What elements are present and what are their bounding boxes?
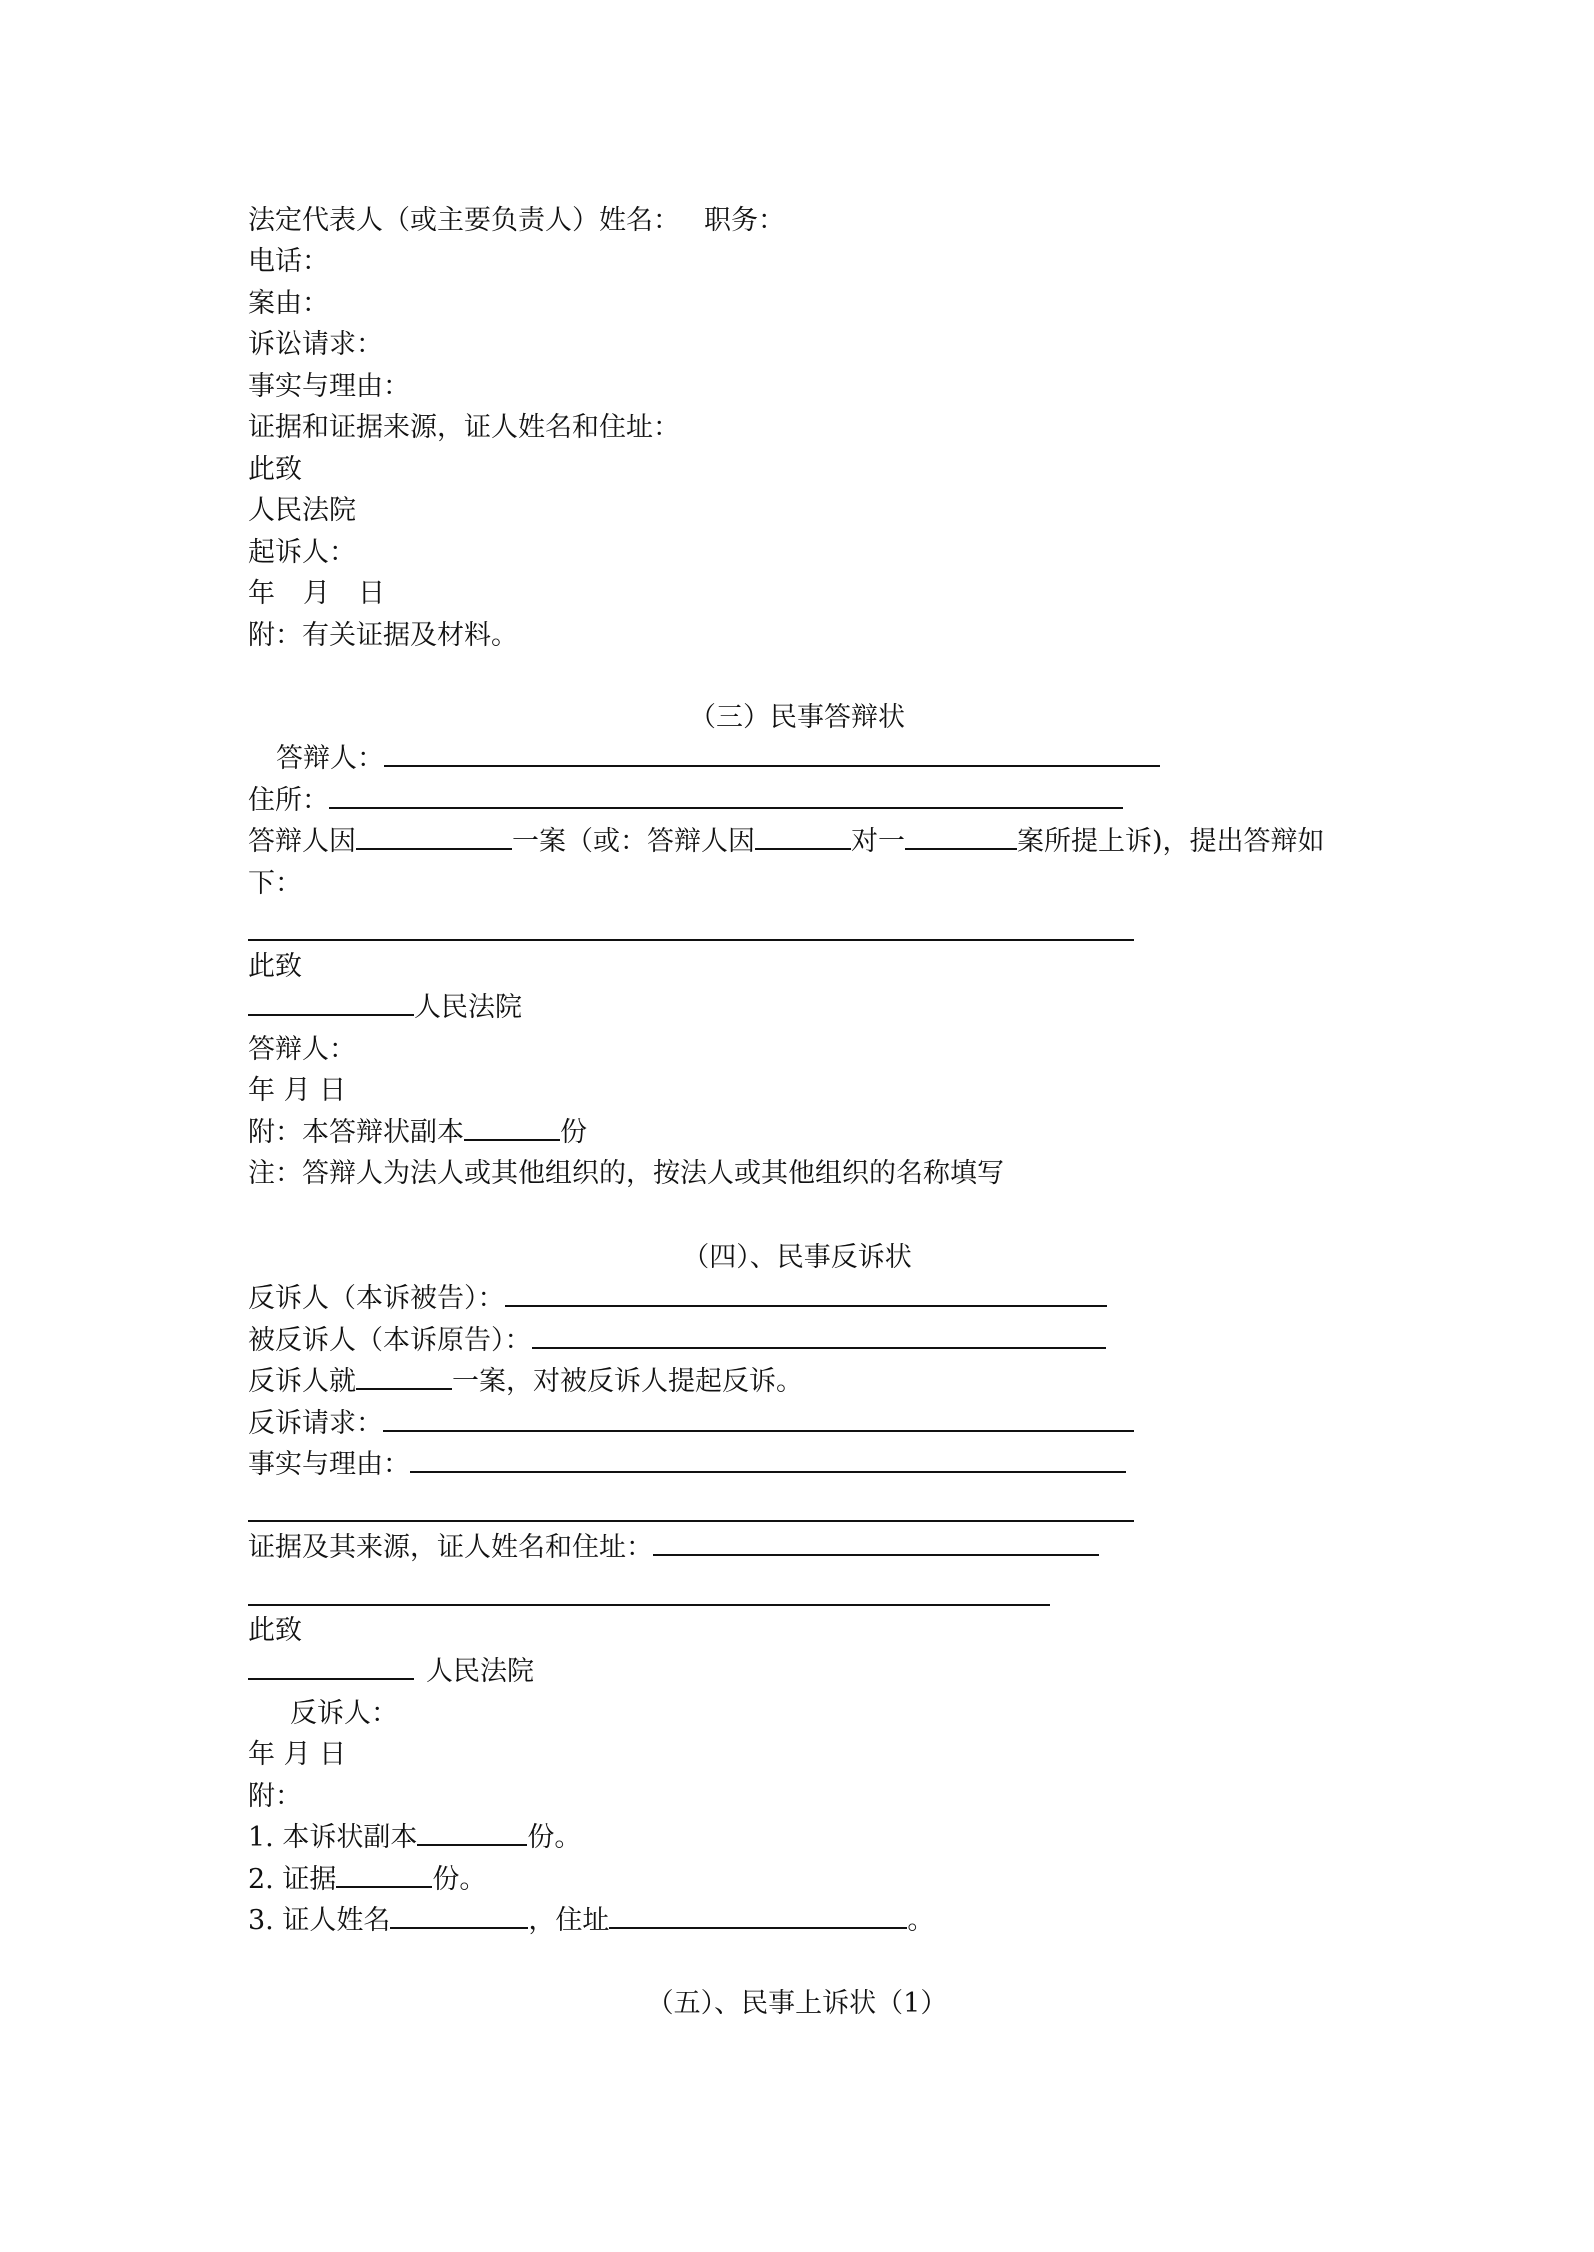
reason-blank-1[interactable] [356,824,512,850]
reason-label-d: 案所提上诉)，提出答辩如 [1017,826,1325,857]
statement-blank[interactable] [356,1364,452,1390]
case-cause-line: 案由： [248,288,329,319]
counter-claimant-label: 反诉人（本诉被告）： [248,1283,505,1314]
counter-facts-line [248,1447,1126,1483]
respondent-label: 答辩人： [276,743,384,774]
counter-evidence-rule[interactable] [248,1604,1050,1606]
date-line-3: 年 月 日 [248,1075,347,1106]
reason-line [248,824,1325,860]
reason-label-a: 答辩人因 [248,826,356,857]
court-line-3 [248,990,522,1026]
evidence-line: 证据和证据来源，证人姓名和住址： [248,412,680,443]
counter-claims-label: 反诉请求： [248,1408,383,1439]
date-line-4: 年 月 日 [248,1739,347,1770]
month-label: 月 [303,578,330,609]
counter-claimant-blank[interactable] [505,1281,1107,1307]
reason-label-c: 对一 [851,826,905,857]
item2-blank[interactable] [336,1862,432,1888]
court-line-4 [248,1654,534,1690]
counter-evidence-label: 证据及其来源，证人姓名和住址： [248,1532,653,1563]
item2-label-a: 2. 证据 [248,1864,337,1895]
phone-line: 电话： [248,246,329,277]
counter-evidence-line [248,1530,1099,1566]
respondent-line [276,741,1160,777]
attach-item-2 [248,1862,486,1898]
reply-content-rule[interactable] [248,939,1134,941]
facts-line: 事实与理由： [248,371,410,402]
counter-facts-rule[interactable] [248,1520,1134,1522]
counter-claims-line [248,1406,1134,1442]
counter-defendant-label: 被反诉人（本诉原告）： [248,1325,532,1356]
attach-item-3 [248,1903,934,1939]
counter-defendant-blank[interactable] [532,1323,1106,1349]
attach-label-3a: 附：本答辩状副本 [248,1117,464,1148]
domicile-line [248,783,1123,819]
statement-label-b: 一案，对被反诉人提起反诉。 [452,1366,803,1397]
counter-defendant-line [248,1323,1106,1359]
legal-rep-line [248,203,785,239]
item3-label-c: 。 [907,1905,935,1936]
counter-evidence-blank[interactable] [653,1530,1099,1556]
statement-line [248,1364,803,1400]
court-label-3: 人民法院 [414,992,522,1023]
attach-item-1 [248,1820,581,1856]
reason-blank-3[interactable] [905,824,1017,850]
section-title-4: （四）、民事反诉状 [682,1242,912,1273]
signer-line-4: 反诉人： [290,1698,398,1729]
to-line-3: 此致 [248,951,302,982]
item3-address-blank[interactable] [609,1903,907,1929]
reason-blank-2[interactable] [755,824,851,850]
day-label: 日 [358,578,385,609]
counter-facts-label: 事实与理由： [248,1449,410,1480]
reason-label-b: 一案（或：答辩人因 [512,826,755,857]
item2-label-b: 份。 [432,1864,487,1895]
to-line-4: 此致 [248,1615,302,1646]
date-line [248,576,385,612]
note-line-3: 注：答辩人为法人或其他组织的，按法人或其他组织的名称填写 [248,1158,1004,1189]
item1-blank[interactable] [417,1820,527,1846]
year-label: 年 [248,578,275,609]
item1-label-a: 1. 本诉状副本 [248,1822,418,1853]
copies-blank-3[interactable] [464,1115,560,1141]
domicile-label: 住所： [248,785,329,816]
statement-label-a: 反诉人就 [248,1366,356,1397]
court-blank-4[interactable] [248,1654,414,1680]
position-label: 职务： [704,205,785,236]
reason-line-cont: 下： [248,868,302,899]
item3-name-blank[interactable] [390,1903,528,1929]
legal-rep-label: 法定代表人（或主要负责人）姓名： [248,205,680,236]
court-line: 人民法院 [248,495,356,526]
item3-label-a: 3. 证人姓名 [248,1905,391,1936]
counter-facts-blank[interactable] [410,1447,1126,1473]
to-line: 此致 [248,454,302,485]
attach-line: 附：有关证据及材料。 [248,620,518,651]
counter-claimant-line [248,1281,1107,1317]
respondent-blank[interactable] [384,741,1160,767]
claims-line: 诉讼请求： [248,329,383,360]
section-title-3: （三）民事答辩状 [689,702,905,733]
plaintiff-line: 起诉人： [248,537,356,568]
signer-line-3: 答辩人： [248,1034,356,1065]
attach-label-3b: 份 [560,1117,587,1148]
attach-line-4: 附： [248,1781,302,1812]
attach-line-3 [248,1115,587,1151]
item1-label-b: 份。 [527,1822,582,1853]
domicile-blank[interactable] [329,783,1123,809]
section-title-5: （五）、民事上诉状（1） [646,1988,948,2019]
court-label-4: 人民法院 [426,1656,534,1687]
counter-claims-blank[interactable] [383,1406,1134,1432]
court-blank-3[interactable] [248,990,414,1016]
item3-label-b: ，住址 [528,1905,610,1936]
